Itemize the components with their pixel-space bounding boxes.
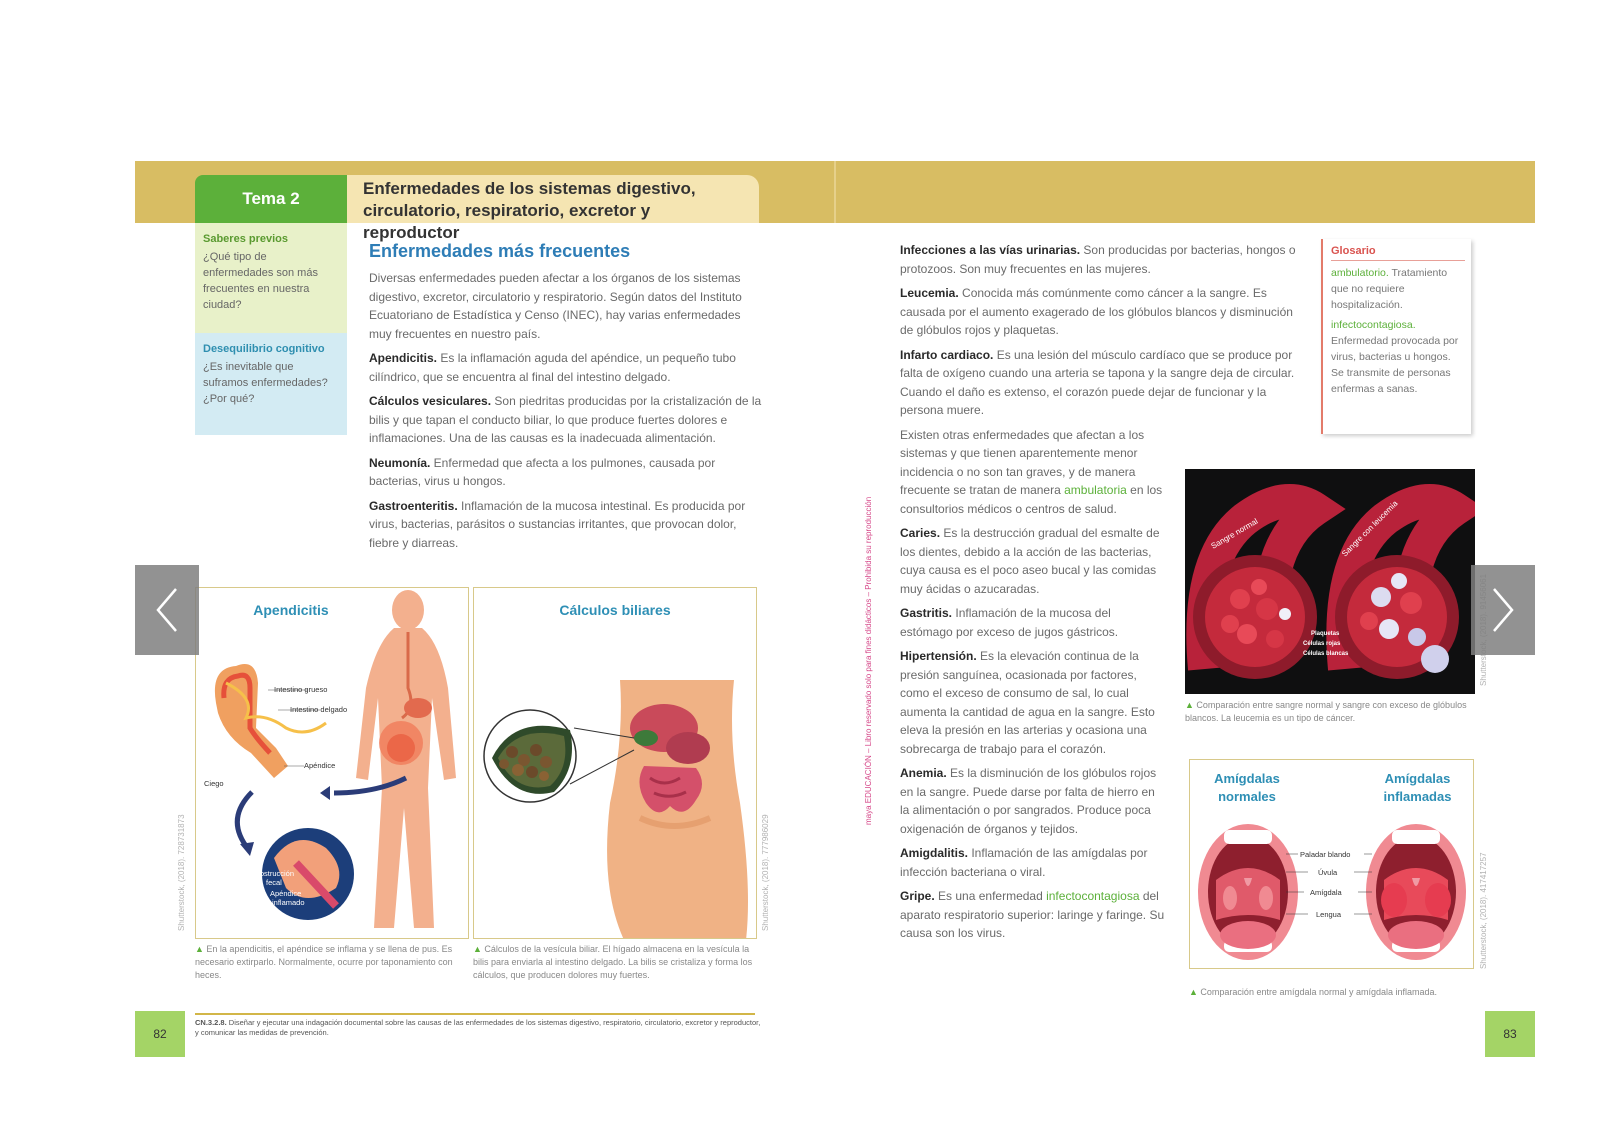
otras-text-after: en los consultorios médicos o centros de salud. <box>900 483 1163 516</box>
label-uvula: Úvula <box>1318 868 1338 877</box>
disease-term: Neumonía. <box>369 455 431 470</box>
legend-plaquetas: Plaquetas <box>1311 631 1340 637</box>
disease-text: Es una lesión del músculo cardíaco que se produce por falta de oxígeno cuando una arteria se tapona y la sangre deja de circular. Cuando el daño es extenso, el corazón puede dejar de funcionar y la persona muere. <box>900 347 1295 417</box>
disease-text: Son producidas por bacterias, hongos o protozoos. Son muy frecuentes en las mujeres. <box>900 243 1296 276</box>
tonsils-normal-title-line-2: normales <box>1218 789 1276 804</box>
saberes-previos-title: Saberes previos <box>203 233 288 245</box>
caption-triangle-icon: ▲ <box>195 944 207 954</box>
disease-item <box>369 454 764 491</box>
saberes-previos-text: ¿Qué tipo de enfermedades son más frecuentes en nuestra ciudad? <box>203 251 318 311</box>
disease-term: Gastritis. <box>900 606 953 620</box>
footnote-text: Diseñar y ejecutar una indagación documental sobre las causas de las enfermedades de los sistemas digestivo, respiratorio, circulatorio, excretor y reproductor, y comunicar las medidas de prevención. <box>195 1018 761 1037</box>
footnote-code: CN.3.2.8. <box>195 1018 227 1027</box>
disease-item <box>900 604 1165 641</box>
disease-term: Gripe. <box>900 889 935 903</box>
disease-term: Leucemia. <box>900 286 959 300</box>
blood-comparison-image <box>1185 469 1475 694</box>
next-page-button[interactable] <box>1471 565 1535 655</box>
disease-text: Inflamación de las amígdalas por infección bacteriana o viral. <box>900 846 1148 879</box>
calculos-caption-text: Cálculos de la vesícula biliar. El hígado almacena en la vesícula la bilis para enviarla al intestino delgado. La bilis se cristaliza y forma los cálculos, que producen dolores muy fuertes. <box>473 944 753 980</box>
page-number-right: 83 <box>1485 1011 1535 1057</box>
label-fecal: fecal <box>266 878 282 887</box>
label-sangre-leucemia: Sangre con leucemia <box>1340 498 1400 559</box>
disease-text: Enfermedad que afecta a los pulmones, causada por bacterias, virus u hongos. <box>369 455 716 488</box>
disease-item <box>369 349 764 386</box>
label-apendice-inflamado: Apéndice <box>270 889 302 898</box>
desequilibrio-cognitivo-title: Desequilibrio cognitivo <box>203 343 325 355</box>
calculos-illustration <box>474 588 756 938</box>
chevron-left-icon <box>152 585 182 635</box>
saberes-previos-box <box>195 223 347 333</box>
apendicitis-illustration <box>196 588 468 938</box>
disease-text: Es la disminución de los glóbulos rojos en la sangre. Puede darse por falta de hierro en la alimentación o por sangrados. Produce poca oxigenación de órganos y tejidos. <box>900 766 1157 836</box>
caption-triangle-icon: ▲ <box>1189 987 1201 997</box>
disease-item <box>900 284 1300 340</box>
right-narrow-block <box>900 426 1165 943</box>
disease-item <box>900 764 1165 838</box>
label-intestino-delgado: Intestino delgado <box>290 705 348 714</box>
label-ciego: Ciego <box>204 779 224 788</box>
blood-caption <box>1185 699 1475 725</box>
tonsils-inflamed-title-line-2: inflamadas <box>1383 789 1452 804</box>
disease-item <box>369 392 764 448</box>
label-apendice: Apéndice <box>304 761 336 770</box>
disease-item <box>900 647 1165 758</box>
apendicitis-figure <box>195 587 469 939</box>
glossary-title: Glosario <box>1331 245 1465 261</box>
disease-text: Es la elevación continua de la presión sanguínea, ocasionada por factores, como el exceso de consumo de sal, lo cual aumenta la cantidad de agua en la sangre. Esto eleva la presión en las arterias y ocasiona una sobrecarga de trabajo para el corazón. <box>900 649 1155 756</box>
label-paladar-blando: Paladar blando <box>1300 850 1351 859</box>
disease-term: Infarto cardiaco. <box>900 347 994 362</box>
apendicitis-caption-text: En la apendicitis, el apéndice se inflama y se llena de pus. Es necesario extirparlo. Normalmente, ocurre por taponamiento con heces. <box>195 944 453 980</box>
gutter-brand: maya EDUCACIÓN <box>864 755 873 825</box>
label-amigdala: Amígdala <box>1310 888 1342 897</box>
ambulatoria-glossary-link[interactable]: ambulatoria <box>1064 483 1127 497</box>
disease-item <box>900 887 1165 943</box>
calculos-caption <box>473 943 753 982</box>
chapter-title-line-2: circulatorio, respiratorio, excretor y reproductor <box>363 201 651 242</box>
chapter-title-line-1: Enfermedades de los sistemas digestivo, <box>363 179 696 198</box>
glossary-entry <box>1331 317 1465 397</box>
tonsils-caption-text: Comparación entre amígdala normal y amígdala inflamada. <box>1200 987 1438 997</box>
disease-term: Apendicitis. <box>369 351 438 365</box>
caption-triangle-icon: ▲ <box>1185 700 1197 710</box>
disease-term: Gastroenteritis. <box>369 498 458 513</box>
disease-term: Anemia. <box>900 766 947 780</box>
otras-text-before: Existen otras enfermedades que afectan a los sistemas y que tienen aparentemente menor incidencia o no son tan graves, y de manera frecuente se tratan de manera <box>900 427 1145 497</box>
disease-term: Caries. <box>900 526 941 540</box>
label-lengua: Lengua <box>1316 910 1342 919</box>
chapter-title <box>347 175 759 242</box>
tonsils-normal-title-line-1: Amígdalas <box>1214 771 1280 786</box>
tema-tab: Tema 2 <box>195 175 347 223</box>
blood-vessels-illustration <box>1185 469 1475 694</box>
glossary-term: ambulatorio. <box>1331 267 1389 279</box>
tonsils-inflamed-title-line-1: Amígdalas <box>1384 771 1451 786</box>
disease-text: Es la destrucción gradual del esmalte de los dientes, debido a la acción de las bacterias, cuya causa es el poco aseo bucal y las comidas muy ácidas o azucaradas. <box>900 526 1160 596</box>
gripe-text-before: Es una enfermedad <box>934 889 1047 903</box>
tonsils-credit: Shutterstock, (2018). 417417257 <box>1479 852 1488 969</box>
disease-item <box>900 524 1165 598</box>
disease-text: Son piedritas producidas por la cristalización de la bilis y que tapan el conducto biliar, lo que produce fuertes dolores e inflamaciones. Una de las causas es la inadecuada alimentación. <box>369 394 762 445</box>
footnote-rule <box>195 1013 755 1015</box>
disease-item <box>900 241 1300 278</box>
caption-triangle-icon: ▲ <box>473 944 485 954</box>
disease-item <box>900 346 1300 420</box>
disease-item <box>900 844 1165 881</box>
disease-item <box>369 497 764 553</box>
disease-term: Hipertensión. <box>900 649 977 663</box>
previous-page-button[interactable] <box>135 565 199 655</box>
gutter-notice: maya EDUCACIÓN – Libro reservado solo para fines didácticos – Prohibida su reproducción <box>864 496 873 825</box>
glossary-box <box>1321 239 1471 434</box>
infectocontagiosa-glossary-link[interactable]: infectocontagiosa <box>1046 889 1140 903</box>
disease-text: Conocida más comúnmente como cáncer a la sangre. Es causada por el aumento exagerado de los glóbulos blancos y disminución de glóbulos rojos y plaquetas. <box>900 286 1293 337</box>
apendicitis-caption <box>195 943 457 982</box>
label-obstruccion: Obstrucción <box>254 869 295 878</box>
apendicitis-credit: Shutterstock, (2018). 728731873 <box>177 814 186 931</box>
book-spread <box>135 161 1535 1070</box>
glossary-definition: Enfermedad provocada por virus, bacterias u hongos. Se transmite de personas enfermas a sanas. <box>1331 335 1459 395</box>
tonsils-figure <box>1189 759 1474 969</box>
page-number-left: 82 <box>135 1011 185 1057</box>
calculos-credit: Shutterstock, (2018). 777986029 <box>761 814 770 931</box>
right-top-block <box>900 241 1300 420</box>
disease-text: Es la inflamación aguda del apéndice, un pequeño tubo cilíndrico, que se encuentra al final del intestino delgado. <box>369 351 736 384</box>
legend-celulas-rojas: Células rojas <box>1303 641 1341 647</box>
curriculum-footnote <box>195 1018 765 1038</box>
gutter-text: Libro reservado solo para fines didácticos – Prohibida su reproducción <box>864 496 873 747</box>
label-inflamado: inflamado <box>272 898 305 907</box>
chevron-right-icon <box>1488 585 1518 635</box>
tonsils-caption <box>1189 986 1472 999</box>
blood-caption-text: Comparación entre sangre normal y sangre con exceso de glóbulos blancos. La leucemia es un tipo de cáncer. <box>1185 700 1467 723</box>
disease-text: Inflamación de la mucosa intestinal. Es producida por virus, bacterias, parásitos o sustancias irritantes, que provocan dolor, fiebre y diarreas. <box>369 498 746 550</box>
calculos-figure <box>473 587 757 939</box>
glossary-definition: Tratamiento que no requiere hospitalización. <box>1331 267 1448 311</box>
otras-paragraph <box>900 426 1165 519</box>
page-divider <box>834 161 836 223</box>
disease-text: Inflamación de la mucosa del estómago por exceso de jugos gástricos. <box>900 606 1119 639</box>
glossary-entry <box>1331 265 1465 313</box>
disease-term: Amigdalitis. <box>900 846 969 860</box>
desequilibrio-cognitivo-text: ¿Es inevitable que suframos enfermedades? ¿Por qué? <box>203 361 328 405</box>
left-column <box>369 269 764 558</box>
disease-term: Infecciones a las vías urinarias. <box>900 243 1081 257</box>
glossary-term: infectocontagiosa. <box>1331 319 1416 331</box>
desequilibrio-cognitivo-box <box>195 333 347 435</box>
intro-paragraph: Diversas enfermedades pueden afectar a los órganos de los sistemas digestivo, excretor, circulatorio y respiratorio. Según datos del Instituto Ecuatoriano de Estadística y Censo (INEC), hay varias enfermedades muy frecuentes en nuestro país. <box>369 271 742 341</box>
label-intestino-grueso: Intestino grueso <box>274 685 328 694</box>
calculos-title: Cálculos biliares <box>559 602 671 618</box>
label-sangre-normal: Sangre normal <box>1209 516 1260 551</box>
section-title: Enfermedades más frecuentes <box>369 241 631 261</box>
disease-term: Cálculos vesiculares. <box>369 394 492 408</box>
tonsils-illustration <box>1190 760 1473 968</box>
legend-celulas-blancas: Células blancas <box>1303 651 1349 657</box>
apendicitis-title: Apendicitis <box>253 602 329 618</box>
gripe-text-after: del aparato respiratorio superior: laringe y faringe. Su causa son los virus. <box>900 889 1165 940</box>
